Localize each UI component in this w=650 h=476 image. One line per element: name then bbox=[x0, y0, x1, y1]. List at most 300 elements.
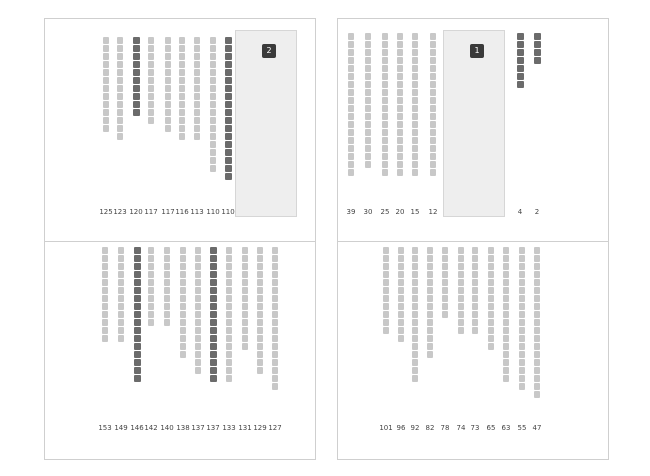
toc-entry bbox=[131, 36, 141, 116]
text-placeholder bbox=[165, 109, 171, 116]
text-placeholder bbox=[180, 311, 186, 318]
toc-entry bbox=[240, 246, 250, 350]
text-placeholder bbox=[179, 77, 185, 84]
page-number: 30 bbox=[363, 208, 373, 216]
text-placeholder bbox=[534, 351, 540, 358]
text-placeholder bbox=[382, 89, 388, 96]
text-placeholder bbox=[272, 247, 278, 254]
text-placeholder bbox=[412, 263, 418, 270]
text-placeholder bbox=[210, 247, 217, 254]
text-placeholder bbox=[210, 375, 217, 382]
text-placeholder bbox=[427, 255, 433, 262]
text-placeholder bbox=[458, 263, 464, 270]
toc-entry bbox=[486, 246, 496, 350]
text-placeholder bbox=[195, 295, 201, 302]
page-number: 123 bbox=[113, 208, 127, 216]
text-placeholder bbox=[210, 157, 216, 164]
toc-entry bbox=[255, 246, 265, 374]
text-placeholder bbox=[242, 247, 248, 254]
text-placeholder bbox=[430, 33, 436, 40]
text-placeholder bbox=[348, 113, 354, 120]
text-placeholder bbox=[210, 37, 216, 44]
text-placeholder bbox=[412, 343, 418, 350]
text-placeholder bbox=[103, 37, 109, 44]
text-placeholder bbox=[397, 169, 403, 176]
text-placeholder bbox=[210, 45, 216, 52]
text-placeholder bbox=[412, 359, 418, 366]
text-placeholder bbox=[488, 279, 494, 286]
text-placeholder bbox=[488, 255, 494, 262]
text-placeholder bbox=[412, 145, 418, 152]
text-placeholder bbox=[226, 271, 232, 278]
text-placeholder bbox=[365, 129, 371, 136]
toc-entry bbox=[193, 246, 203, 374]
text-placeholder bbox=[103, 93, 109, 100]
page-number: 137 bbox=[191, 424, 205, 432]
text-placeholder bbox=[225, 61, 232, 68]
text-placeholder bbox=[427, 335, 433, 342]
text-placeholder bbox=[365, 41, 371, 48]
text-placeholder bbox=[412, 255, 418, 262]
text-placeholder bbox=[225, 85, 232, 92]
text-placeholder bbox=[412, 65, 418, 72]
text-placeholder bbox=[519, 327, 525, 334]
text-placeholder bbox=[194, 133, 200, 140]
text-placeholder bbox=[148, 117, 154, 124]
text-placeholder bbox=[397, 57, 403, 64]
text-placeholder bbox=[348, 153, 354, 160]
text-placeholder bbox=[148, 77, 154, 84]
text-placeholder bbox=[226, 295, 232, 302]
text-placeholder bbox=[194, 117, 200, 124]
text-placeholder bbox=[519, 343, 525, 350]
text-placeholder bbox=[272, 263, 278, 270]
text-placeholder bbox=[348, 169, 354, 176]
text-placeholder bbox=[134, 303, 141, 310]
text-placeholder bbox=[383, 295, 389, 302]
text-placeholder bbox=[242, 271, 248, 278]
text-placeholder bbox=[427, 311, 433, 318]
text-placeholder bbox=[195, 311, 201, 318]
text-placeholder bbox=[148, 45, 154, 52]
text-placeholder bbox=[179, 85, 185, 92]
page-number: 65 bbox=[486, 424, 496, 432]
text-placeholder bbox=[179, 37, 185, 44]
toc-entry bbox=[470, 246, 480, 334]
text-placeholder bbox=[134, 335, 141, 342]
text-placeholder bbox=[242, 287, 248, 294]
text-placeholder bbox=[148, 295, 154, 302]
toc-entry bbox=[380, 32, 390, 176]
page-number: 142 bbox=[144, 424, 158, 432]
text-placeholder bbox=[503, 303, 509, 310]
text-placeholder bbox=[397, 89, 403, 96]
text-placeholder bbox=[134, 359, 141, 366]
text-placeholder bbox=[397, 49, 403, 56]
text-placeholder bbox=[257, 271, 263, 278]
text-placeholder bbox=[458, 247, 464, 254]
text-placeholder bbox=[365, 121, 371, 128]
text-placeholder bbox=[412, 121, 418, 128]
toc-entry bbox=[208, 246, 218, 382]
page-number: 101 bbox=[379, 424, 393, 432]
text-placeholder bbox=[519, 311, 525, 318]
page-number: 146 bbox=[130, 424, 144, 432]
page-number: 149 bbox=[114, 424, 128, 432]
text-placeholder bbox=[472, 255, 478, 262]
text-placeholder bbox=[180, 295, 186, 302]
text-placeholder bbox=[210, 327, 217, 334]
text-placeholder bbox=[257, 303, 263, 310]
text-placeholder bbox=[430, 153, 436, 160]
text-placeholder bbox=[242, 295, 248, 302]
right-divider bbox=[338, 241, 608, 242]
text-placeholder bbox=[225, 133, 232, 140]
text-placeholder bbox=[257, 351, 263, 358]
text-placeholder bbox=[412, 367, 418, 374]
text-placeholder bbox=[179, 61, 185, 68]
text-placeholder bbox=[519, 383, 525, 390]
text-placeholder bbox=[118, 255, 124, 262]
text-placeholder bbox=[472, 287, 478, 294]
text-placeholder bbox=[519, 271, 525, 278]
text-placeholder bbox=[210, 165, 216, 172]
text-placeholder bbox=[117, 61, 123, 68]
text-placeholder bbox=[430, 121, 436, 128]
text-placeholder bbox=[503, 343, 509, 350]
text-placeholder bbox=[398, 255, 404, 262]
text-placeholder bbox=[103, 77, 109, 84]
text-placeholder bbox=[397, 105, 403, 112]
page-number: 133 bbox=[222, 424, 236, 432]
text-placeholder bbox=[210, 101, 216, 108]
text-placeholder bbox=[134, 311, 141, 318]
text-placeholder bbox=[180, 255, 186, 262]
text-placeholder bbox=[164, 319, 170, 326]
text-placeholder bbox=[534, 391, 540, 398]
toc-entry bbox=[396, 246, 406, 342]
text-placeholder bbox=[348, 89, 354, 96]
text-placeholder bbox=[225, 37, 232, 44]
text-placeholder bbox=[517, 49, 524, 56]
text-placeholder bbox=[412, 311, 418, 318]
text-placeholder bbox=[503, 255, 509, 262]
text-placeholder bbox=[164, 255, 170, 262]
text-placeholder bbox=[225, 77, 232, 84]
text-placeholder bbox=[534, 271, 540, 278]
text-placeholder bbox=[442, 287, 448, 294]
toc-entry bbox=[395, 32, 405, 176]
text-placeholder bbox=[134, 287, 141, 294]
text-placeholder bbox=[430, 145, 436, 152]
text-placeholder bbox=[412, 41, 418, 48]
text-placeholder bbox=[412, 335, 418, 342]
text-placeholder bbox=[179, 109, 185, 116]
text-placeholder bbox=[165, 45, 171, 52]
text-placeholder bbox=[195, 367, 201, 374]
text-placeholder bbox=[519, 263, 525, 270]
right-page bbox=[325, 0, 650, 476]
text-placeholder bbox=[503, 287, 509, 294]
toc-entry bbox=[532, 246, 542, 398]
text-placeholder bbox=[348, 65, 354, 72]
text-placeholder bbox=[534, 343, 540, 350]
text-placeholder bbox=[102, 287, 108, 294]
text-placeholder bbox=[412, 105, 418, 112]
text-placeholder bbox=[225, 117, 232, 124]
text-placeholder bbox=[503, 367, 509, 374]
text-placeholder bbox=[164, 311, 170, 318]
text-placeholder bbox=[164, 263, 170, 270]
text-placeholder bbox=[180, 351, 186, 358]
text-placeholder bbox=[210, 61, 216, 68]
toc-entry bbox=[192, 36, 202, 140]
text-placeholder bbox=[225, 45, 232, 52]
page-number: 82 bbox=[425, 424, 435, 432]
text-placeholder bbox=[257, 311, 263, 318]
text-placeholder bbox=[257, 327, 263, 334]
text-placeholder bbox=[148, 303, 154, 310]
page-number: 127 bbox=[268, 424, 282, 432]
page-number: 47 bbox=[532, 424, 542, 432]
text-placeholder bbox=[195, 343, 201, 350]
text-placeholder bbox=[397, 121, 403, 128]
text-placeholder bbox=[134, 319, 141, 326]
toc-entry bbox=[163, 36, 173, 132]
page-number: 73 bbox=[470, 424, 480, 432]
text-placeholder bbox=[382, 145, 388, 152]
toc-entry bbox=[101, 36, 111, 132]
text-placeholder bbox=[348, 121, 354, 128]
text-placeholder bbox=[365, 73, 371, 80]
text-placeholder bbox=[103, 61, 109, 68]
text-placeholder bbox=[472, 319, 478, 326]
text-placeholder bbox=[118, 287, 124, 294]
text-placeholder bbox=[179, 53, 185, 60]
text-placeholder bbox=[242, 303, 248, 310]
text-placeholder bbox=[488, 335, 494, 342]
text-placeholder bbox=[180, 263, 186, 270]
text-placeholder bbox=[412, 319, 418, 326]
page-number: 120 bbox=[129, 208, 143, 216]
text-placeholder bbox=[165, 53, 171, 60]
text-placeholder bbox=[430, 41, 436, 48]
text-placeholder bbox=[272, 303, 278, 310]
toc-entry bbox=[146, 36, 156, 124]
text-placeholder bbox=[430, 137, 436, 144]
text-placeholder bbox=[534, 383, 540, 390]
text-placeholder bbox=[272, 383, 278, 390]
text-placeholder bbox=[397, 41, 403, 48]
text-placeholder bbox=[272, 287, 278, 294]
text-placeholder bbox=[488, 247, 494, 254]
text-placeholder bbox=[383, 287, 389, 294]
text-placeholder bbox=[382, 129, 388, 136]
text-placeholder bbox=[103, 69, 109, 76]
text-placeholder bbox=[383, 319, 389, 326]
text-placeholder bbox=[257, 247, 263, 254]
text-placeholder bbox=[180, 271, 186, 278]
text-placeholder bbox=[195, 319, 201, 326]
text-placeholder bbox=[412, 279, 418, 286]
text-placeholder bbox=[534, 41, 541, 48]
text-placeholder bbox=[133, 77, 140, 84]
text-placeholder bbox=[210, 271, 217, 278]
text-placeholder bbox=[195, 263, 201, 270]
text-placeholder bbox=[503, 335, 509, 342]
text-placeholder bbox=[179, 45, 185, 52]
text-placeholder bbox=[226, 287, 232, 294]
text-placeholder bbox=[412, 57, 418, 64]
text-placeholder bbox=[210, 263, 217, 270]
text-placeholder bbox=[103, 45, 109, 52]
text-placeholder bbox=[383, 263, 389, 270]
text-placeholder bbox=[148, 101, 154, 108]
toc-entry bbox=[517, 246, 527, 390]
toc-entry bbox=[410, 32, 420, 176]
text-placeholder bbox=[397, 97, 403, 104]
text-placeholder bbox=[383, 327, 389, 334]
text-placeholder bbox=[103, 125, 109, 132]
toc-entry bbox=[224, 246, 234, 382]
text-placeholder bbox=[226, 303, 232, 310]
text-placeholder bbox=[134, 271, 141, 278]
page-number: 74 bbox=[456, 424, 466, 432]
text-placeholder bbox=[210, 125, 216, 132]
text-placeholder bbox=[430, 129, 436, 136]
text-placeholder bbox=[427, 319, 433, 326]
text-placeholder bbox=[179, 69, 185, 76]
text-placeholder bbox=[133, 85, 140, 92]
text-placeholder bbox=[458, 319, 464, 326]
text-placeholder bbox=[503, 351, 509, 358]
text-placeholder bbox=[225, 141, 232, 148]
text-placeholder bbox=[472, 311, 478, 318]
chapter-2-label: 2 bbox=[262, 44, 276, 58]
toc-entry bbox=[146, 246, 156, 326]
text-placeholder bbox=[210, 149, 216, 156]
text-placeholder bbox=[534, 311, 540, 318]
text-placeholder bbox=[272, 279, 278, 286]
text-placeholder bbox=[148, 109, 154, 116]
text-placeholder bbox=[195, 271, 201, 278]
text-placeholder bbox=[242, 263, 248, 270]
text-placeholder bbox=[242, 311, 248, 318]
toc-entry bbox=[410, 246, 420, 382]
text-placeholder bbox=[348, 41, 354, 48]
text-placeholder bbox=[242, 279, 248, 286]
text-placeholder bbox=[472, 247, 478, 254]
text-placeholder bbox=[272, 327, 278, 334]
text-placeholder bbox=[272, 271, 278, 278]
text-placeholder bbox=[134, 247, 141, 254]
text-placeholder bbox=[382, 161, 388, 168]
page-number: 129 bbox=[253, 424, 267, 432]
toc-entry bbox=[346, 32, 356, 176]
text-placeholder bbox=[134, 367, 141, 374]
text-placeholder bbox=[242, 343, 248, 350]
page-number: 117 bbox=[161, 208, 175, 216]
text-placeholder bbox=[117, 125, 123, 132]
text-placeholder bbox=[210, 279, 217, 286]
text-placeholder bbox=[225, 53, 232, 60]
text-placeholder bbox=[225, 173, 232, 180]
text-placeholder bbox=[117, 133, 123, 140]
page-number: 125 bbox=[99, 208, 113, 216]
text-placeholder bbox=[257, 359, 263, 366]
text-placeholder bbox=[442, 279, 448, 286]
page-number: 92 bbox=[410, 424, 420, 432]
page-number: 117 bbox=[144, 208, 158, 216]
text-placeholder bbox=[430, 105, 436, 112]
text-placeholder bbox=[412, 33, 418, 40]
text-placeholder bbox=[133, 69, 140, 76]
text-placeholder bbox=[195, 247, 201, 254]
text-placeholder bbox=[134, 295, 141, 302]
text-placeholder bbox=[348, 97, 354, 104]
text-placeholder bbox=[427, 295, 433, 302]
text-placeholder bbox=[180, 247, 186, 254]
text-placeholder bbox=[210, 93, 216, 100]
text-placeholder bbox=[194, 109, 200, 116]
text-placeholder bbox=[194, 77, 200, 84]
text-placeholder bbox=[365, 97, 371, 104]
text-placeholder bbox=[210, 311, 217, 318]
text-placeholder bbox=[398, 271, 404, 278]
toc-entry bbox=[177, 36, 187, 140]
text-placeholder bbox=[165, 85, 171, 92]
page-number: 96 bbox=[396, 424, 406, 432]
text-placeholder bbox=[503, 279, 509, 286]
text-placeholder bbox=[488, 295, 494, 302]
text-placeholder bbox=[397, 145, 403, 152]
text-placeholder bbox=[348, 137, 354, 144]
text-placeholder bbox=[225, 93, 232, 100]
page-number: 4 bbox=[517, 208, 523, 216]
text-placeholder bbox=[210, 343, 217, 350]
text-placeholder bbox=[165, 125, 171, 132]
text-placeholder bbox=[348, 33, 354, 40]
text-placeholder bbox=[503, 295, 509, 302]
text-placeholder bbox=[118, 335, 124, 342]
text-placeholder bbox=[210, 109, 216, 116]
text-placeholder bbox=[103, 117, 109, 124]
toc-entry bbox=[178, 246, 188, 358]
text-placeholder bbox=[134, 343, 141, 350]
text-placeholder bbox=[503, 375, 509, 382]
chapter-1-box bbox=[443, 30, 505, 217]
text-placeholder bbox=[397, 129, 403, 136]
text-placeholder bbox=[117, 85, 123, 92]
text-placeholder bbox=[179, 93, 185, 100]
text-placeholder bbox=[519, 351, 525, 358]
text-placeholder bbox=[519, 359, 525, 366]
chapter-1-label: 1 bbox=[470, 44, 484, 58]
text-placeholder bbox=[412, 271, 418, 278]
text-placeholder bbox=[210, 53, 216, 60]
text-placeholder bbox=[117, 69, 123, 76]
text-placeholder bbox=[272, 359, 278, 366]
text-placeholder bbox=[195, 303, 201, 310]
text-placeholder bbox=[134, 327, 141, 334]
text-placeholder bbox=[226, 255, 232, 262]
page-number: 20 bbox=[395, 208, 405, 216]
text-placeholder bbox=[382, 73, 388, 80]
text-placeholder bbox=[272, 343, 278, 350]
text-placeholder bbox=[164, 287, 170, 294]
text-placeholder bbox=[503, 359, 509, 366]
text-placeholder bbox=[519, 247, 525, 254]
